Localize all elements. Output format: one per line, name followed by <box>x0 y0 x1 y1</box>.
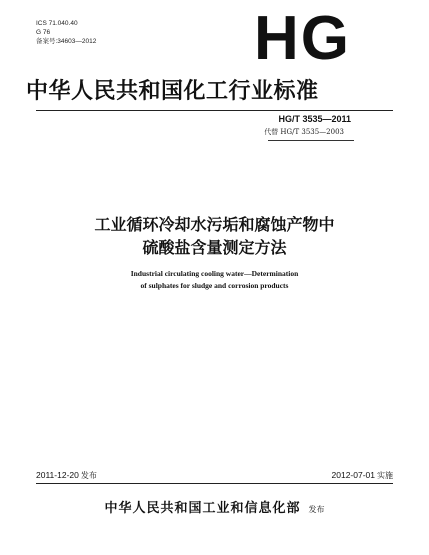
record-number: 备案号:34603—2012 <box>36 38 97 45</box>
replaces-standard: 代替 HG/T 3535—2003 <box>264 128 344 136</box>
issuer-block <box>0 497 429 518</box>
issue-date-block <box>36 470 97 481</box>
standard-category-title: 中华人民共和国化工行业标准 <box>26 79 319 104</box>
title-english-line-2: of sulphates for sludge and corrosion products <box>140 281 289 290</box>
title-english-line-1: Industrial circulating cooling water—Determination <box>130 269 299 278</box>
issue-date: 2011-12-20 <box>36 470 79 480</box>
standard-number-underline <box>268 140 354 141</box>
issue-label: 发布 <box>80 471 97 480</box>
hg-logo: HG <box>254 4 351 73</box>
header-divider <box>36 110 393 111</box>
ics-code: ICS 71.040.40 <box>36 20 78 27</box>
implementation-date-block <box>332 470 393 481</box>
title-chinese-line-1: 工业循环冷却水污垢和腐蚀产物中 <box>94 215 335 234</box>
footer-divider <box>36 483 393 484</box>
issuer-name: 中华人民共和国工业和信息化部 <box>104 501 301 516</box>
standard-number: HG/T 3535—2011 <box>278 114 351 124</box>
implementation-date: 2012-07-01 <box>331 470 375 480</box>
implementation-label: 实施 <box>377 471 393 480</box>
ccs-code: G 76 <box>36 29 51 36</box>
title-chinese-line-2: 硫酸盐含量测定方法 <box>142 238 287 257</box>
issuer-label: 发布 <box>308 505 325 514</box>
